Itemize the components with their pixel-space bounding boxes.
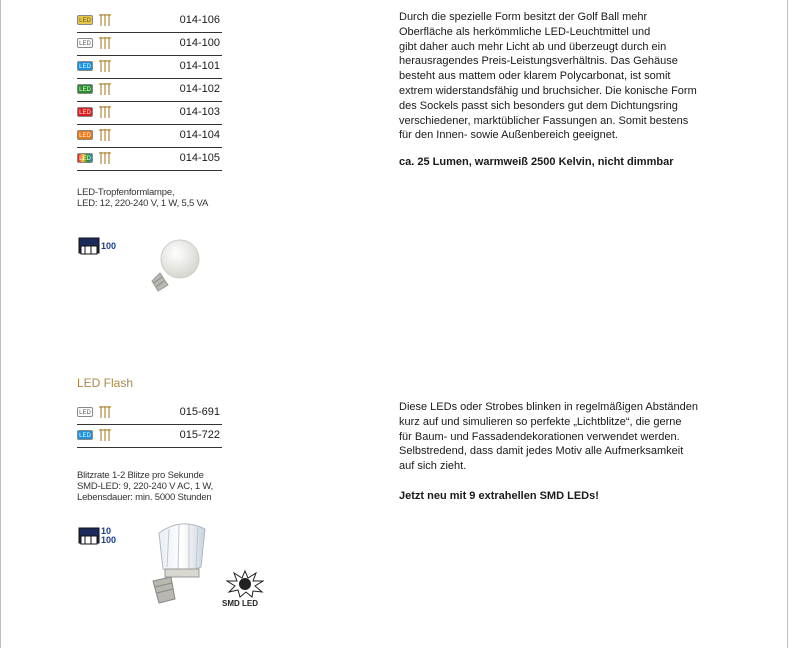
spec-line: Blitzrate 1-2 Blitze pro Sekunde xyxy=(77,470,204,481)
article-row xyxy=(77,79,222,102)
description-line: kurz auf und simulieren so perfekte „Lichtblitze“, die gerne xyxy=(399,415,682,428)
description-line: verschiedener, marktüblicher Fassungen an. Somit bestens xyxy=(399,114,689,127)
article-number: 014-103 xyxy=(179,106,220,118)
spec-line: Lebensdauer: min. 5000 Stunden xyxy=(77,492,212,503)
fixture-type-icon xyxy=(99,36,111,50)
article-row xyxy=(77,148,222,171)
article-row xyxy=(77,102,222,125)
led-color-icon: LED xyxy=(77,61,93,71)
article-row xyxy=(77,425,222,448)
page-edge-right xyxy=(787,0,788,648)
led-color-icon: LED xyxy=(77,407,93,417)
fixture-type-icon xyxy=(99,151,111,165)
led-flash-bulb-image xyxy=(145,515,220,607)
description-line: für Baum- und Fassadendekorationen verwendet werden. xyxy=(399,430,680,443)
fixture-type-icon xyxy=(99,128,111,142)
highlight-golfball: ca. 25 Lumen, warmweiß 2500 Kelvin, nicht dimmbar xyxy=(399,156,674,168)
golf-ball-bulb-image xyxy=(146,235,206,295)
description-line: extrem widerstandsfähig und bruchsicher. Die konische Form xyxy=(399,84,697,97)
article-number: 015-722 xyxy=(179,429,220,441)
fixture-type-icon xyxy=(99,59,111,73)
article-number: 014-106 xyxy=(179,14,220,26)
spec-line: LED: 12, 220-240 V, 1 W, 5,5 VA xyxy=(77,198,209,209)
pack-quantity-inner: 10 xyxy=(101,526,112,536)
fixture-type-icon xyxy=(99,105,111,119)
fixture-type-icon xyxy=(99,82,111,96)
highlight-led-flash: Jetzt neu mit 9 extrahellen SMD LEDs! xyxy=(399,490,599,502)
led-color-icon: LED xyxy=(77,38,93,48)
spec-line: SMD-LED: 9, 220-240 V AC, 1 W, xyxy=(77,481,214,492)
description-golfball xyxy=(399,10,699,143)
article-table-golfball xyxy=(77,10,222,171)
fixture-type-icon xyxy=(99,428,111,442)
article-number: 014-102 xyxy=(179,83,220,95)
article-row xyxy=(77,56,222,79)
description-line: herausragendes Preis-Leistungsverhältnis. Das Gehäuse xyxy=(399,55,678,68)
led-color-icon: LED xyxy=(77,430,93,440)
spec-text-led-flash xyxy=(77,470,213,503)
article-number: 014-104 xyxy=(179,129,220,141)
section-heading-led-flash: LED Flash xyxy=(77,376,134,390)
pack-quantity: 100 xyxy=(101,241,117,251)
article-row xyxy=(77,10,222,33)
description-line: Oberfläche als herkömmliche LED-Leuchtmittel und xyxy=(399,25,651,38)
carton-icon xyxy=(77,526,101,546)
article-table-led-flash xyxy=(77,402,222,448)
led-color-icon: LED xyxy=(77,84,93,94)
description-line: des Sockels passt sich besonders gut dem Dichtungsring xyxy=(399,99,678,112)
pack-quantity-outer: 100 xyxy=(101,535,117,545)
spec-text-golfball xyxy=(77,187,208,209)
article-row xyxy=(77,33,222,56)
description-line: besteht aus mattem oder klarem Polycarbonat, ist somit xyxy=(399,70,671,83)
pack-badge-led-flash xyxy=(77,526,117,551)
extra-bright-burst-icon xyxy=(226,570,264,598)
description-line: Durch die spezielle Form besitzt der Golf Ball mehr xyxy=(399,11,648,23)
carton-icon xyxy=(77,236,101,256)
description-line: Selbstredend, dass damit jedes Motiv alle Aufmerksamkeit xyxy=(399,445,684,458)
pack-badge-golfball xyxy=(77,236,117,261)
article-row xyxy=(77,402,222,425)
led-color-icon: LED xyxy=(77,153,93,163)
article-number: 014-100 xyxy=(179,37,220,49)
page-edge-left xyxy=(0,0,1,648)
article-number: 014-105 xyxy=(179,152,220,164)
description-line: für den Innen- sowie Außenbereich geeignet. xyxy=(399,129,618,142)
led-color-icon: LED xyxy=(77,130,93,140)
spec-line: LED-Tropfenformlampe, xyxy=(77,187,175,198)
description-line: gibt daher auch mehr Licht ab und überzeugt durch ein xyxy=(399,40,667,53)
description-led-flash xyxy=(399,400,699,474)
fixture-type-icon xyxy=(99,405,111,419)
article-number: 015-691 xyxy=(179,406,220,418)
article-number: 014-101 xyxy=(179,60,220,72)
led-color-icon: LED xyxy=(77,15,93,25)
article-row xyxy=(77,125,222,148)
description-line: auf sich zieht. xyxy=(399,460,467,473)
description-line: Diese LEDs oder Strobes blinken in regelmäßigen Abständen xyxy=(399,401,699,413)
smd-led-label: SMD LED xyxy=(222,599,258,608)
led-color-icon: LED xyxy=(77,107,93,117)
fixture-type-icon xyxy=(99,13,111,27)
